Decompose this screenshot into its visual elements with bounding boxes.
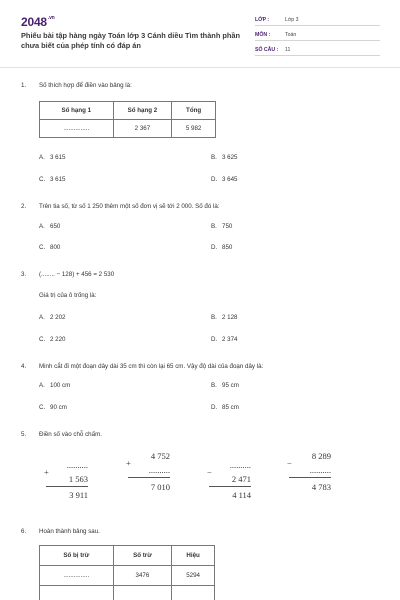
table-cell: 3476 [113,566,172,586]
option-letter: D. [211,404,218,411]
option-letter: C. [39,336,46,343]
question-text: (........ − 128) + 456 = 2 530 [39,271,115,278]
option-letter: B. [211,382,217,389]
question-1 [21,82,132,89]
calc-top-blank[interactable]: .......... [66,460,88,470]
meta-grade-label: LỚP : [255,17,270,23]
calc-second: 1 563 [68,474,88,484]
q6-table [39,545,215,600]
question-number: 4. [21,363,27,370]
calc-result: 3 911 [69,490,88,500]
option-value: 750 [222,223,233,230]
option-value: 90 cm [50,404,67,411]
option-value: 3 615 [50,154,66,161]
table-header-cell: Số trừ [113,546,172,566]
table-cell-blank: ............... [40,566,114,586]
minus-sign: − [207,467,212,477]
option-d[interactable] [211,404,239,411]
option-letter: A. [39,223,45,230]
table-cell-empty [113,586,172,600]
calc-top-blank[interactable]: .......... [229,460,251,470]
option-d[interactable] [211,336,237,343]
option-letter: C. [39,244,46,251]
meta-grade-value: Lớp 3 [285,17,299,23]
table-cell-blank: ............... [40,120,114,138]
option-b[interactable] [211,314,237,321]
meta-count-label: SỐ CÂU : [255,47,279,53]
table-cell: 2 367 [113,120,172,138]
option-letter: C. [39,404,46,411]
table-cell: 5294 [172,566,215,586]
option-b[interactable] [211,382,239,389]
calc-result: 4 114 [232,490,251,500]
question-number: 6. [21,528,27,535]
option-letter: D. [211,176,218,183]
question-4 [21,363,263,370]
table-cell-empty [172,586,215,600]
calc-top: 8 289 [311,451,331,461]
table-header-cell: Số bị trừ [40,546,114,566]
question-number: 1. [21,82,27,89]
option-c[interactable] [39,404,67,411]
option-b[interactable] [211,154,237,161]
option-value: 2 220 [50,336,66,343]
calc-top: 4 752 [150,451,170,461]
meta-subject-row [255,29,380,41]
question-number: 2. [21,203,27,210]
option-value: 3 645 [222,176,238,183]
plus-sign: + [126,458,131,468]
option-value: 3 615 [50,176,66,183]
calc-line [209,486,251,487]
question-number: 5. [21,431,27,438]
table-cell-empty [40,586,114,600]
meta-subject-label: MÔN : [255,32,271,38]
option-a[interactable] [39,223,60,230]
question-text: Điền số vào chỗ chấm. [39,431,102,438]
option-value: 3 625 [222,154,238,161]
table-header-cell: Hiệu [172,546,215,566]
question-number: 3. [21,271,27,278]
option-letter: C. [39,176,46,183]
vertical-calc-1 [44,460,88,502]
vertical-calc-3 [207,460,251,502]
calc-second: 2 471 [231,474,251,484]
question-text: Minh cắt đi một đoạn dây dài 35 cm thì còn lại 65 cm. Vậy độ dài của đoạn dây là: [39,363,264,370]
meta-grade-row [255,14,380,26]
option-value: 2 128 [222,314,238,321]
option-value: 800 [50,244,61,251]
minus-sign: − [287,458,292,468]
q1-table [39,101,216,138]
option-b[interactable] [211,223,232,230]
meta-subject-value: Toán [285,32,297,38]
question-text: Số thích hợp để điền vào bảng là: [39,82,132,89]
calc-second-blank[interactable]: .......... [309,465,331,475]
option-value: 85 cm [222,404,239,411]
table-cell: 5 982 [172,120,216,138]
option-value: 2 374 [222,336,238,343]
logo-text: 2048 [21,15,47,29]
header-divider [0,67,400,68]
table-header-cell: Số hạng 1 [40,102,114,120]
calc-line [46,486,88,487]
question-3 [21,271,114,278]
calc-second-blank[interactable]: .......... [148,465,170,475]
option-value: 850 [222,244,233,251]
table-header-cell: Tổng [172,102,216,120]
meta-count-value: 11 [285,47,291,53]
calc-result: 4 783 [311,482,331,492]
option-value: 100 cm [50,382,71,389]
option-c[interactable] [39,176,65,183]
question-subtext: Giá trị của ô trống là: [39,292,97,299]
option-letter: B. [211,154,217,161]
question-6 [21,528,100,535]
site-logo[interactable] [21,15,55,29]
logo-suffix: .vn [47,15,55,21]
option-letter: A. [39,314,45,321]
option-value: 95 cm [222,382,239,389]
vertical-calc-2 [126,451,170,493]
option-value: 2 202 [50,314,66,321]
option-letter: A. [39,154,45,161]
calc-result: 7 010 [150,482,170,492]
option-d[interactable] [211,176,237,183]
table-header-cell: Số hạng 2 [113,102,172,120]
option-value: 650 [50,223,61,230]
option-d[interactable] [211,244,232,251]
option-a[interactable] [39,314,65,321]
option-letter: B. [211,223,217,230]
option-c[interactable] [39,336,65,343]
option-letter: D. [211,336,218,343]
option-a[interactable] [39,382,70,389]
calc-line [128,477,170,478]
question-5 [21,431,102,438]
calc-line [289,477,331,478]
option-letter: B. [211,314,217,321]
option-c[interactable] [39,244,60,251]
question-2 [21,203,220,210]
option-letter: D. [211,244,218,251]
question-text: Trên tia số, từ số 1 250 thêm một số đơn vị sẽ tới 2 000. Số đó là: [39,203,220,210]
plus-sign: + [44,467,49,477]
option-letter: A. [39,382,45,389]
meta-count-row [255,44,380,56]
question-text: Hoàn thành bảng sau. [39,528,100,535]
option-a[interactable] [39,154,65,161]
worksheet-title: Phiếu bài tập hàng ngày Toán lớp 3 Cánh diều Tìm thành phần chưa biết của phép tính có đáp án [21,31,241,50]
vertical-calc-4 [287,451,331,493]
